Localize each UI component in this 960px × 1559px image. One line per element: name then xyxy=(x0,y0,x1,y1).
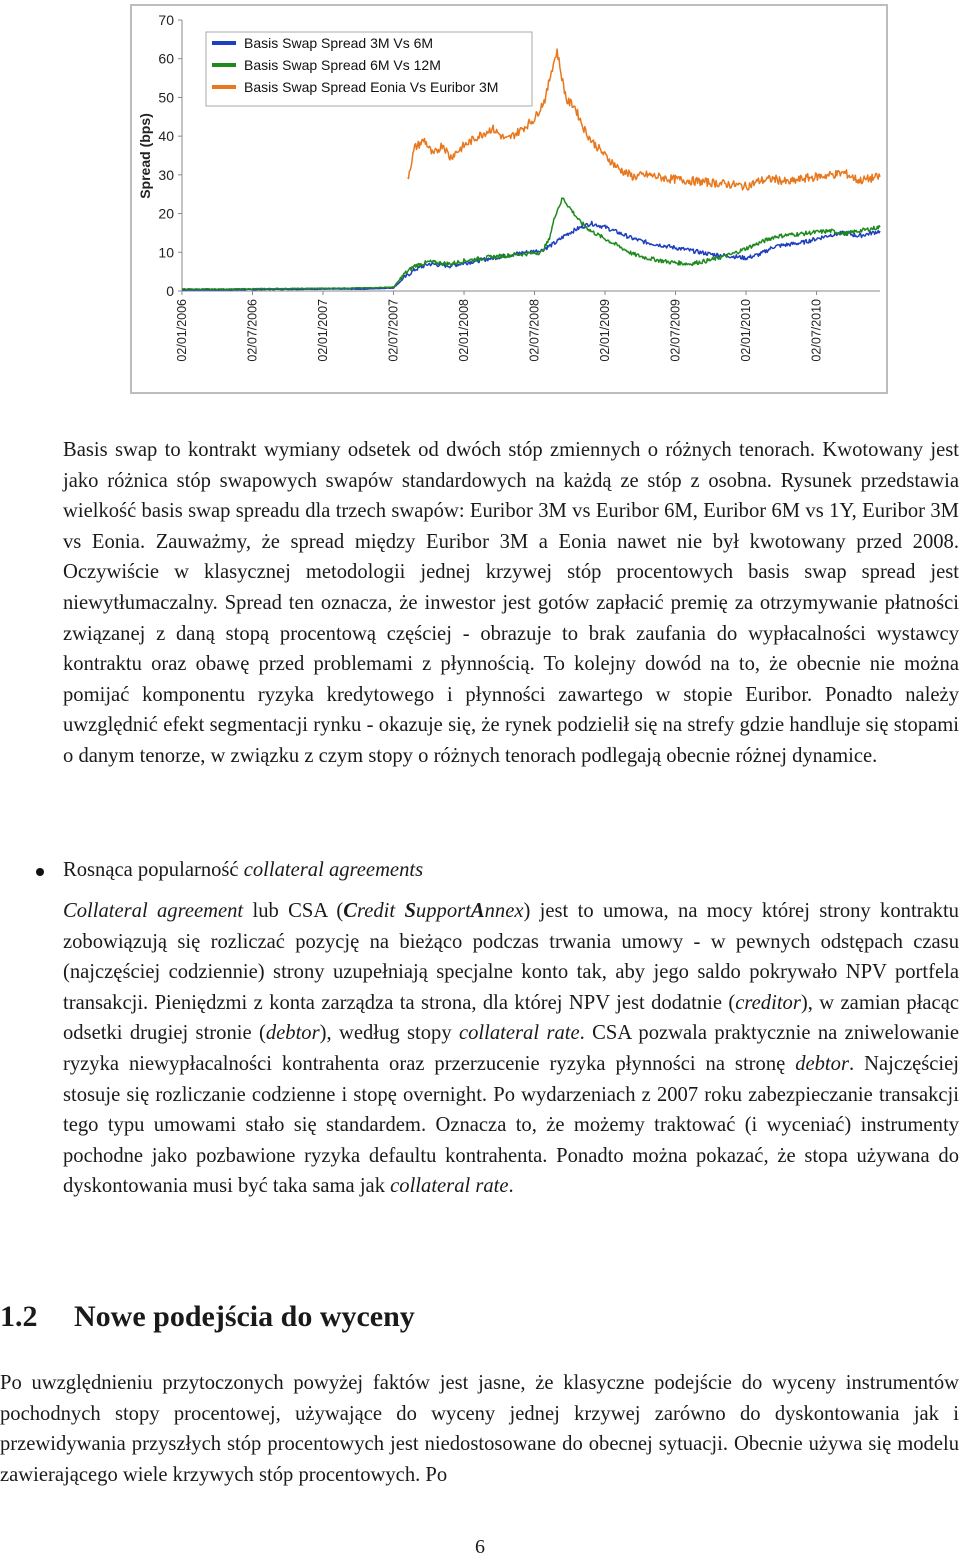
csa-text: ), w zamian płacąc odsetki drugiej stronie ( xyxy=(63,991,959,1045)
y-tick-label: 50 xyxy=(158,89,174,106)
x-tick-label: 02/01/2009 xyxy=(598,299,613,362)
x-tick-label: 02/07/2006 xyxy=(245,299,260,362)
y-tick-label: 40 xyxy=(158,128,174,145)
section-number: 1.2 xyxy=(0,1300,38,1333)
bullet-text-italic: collateral agreements xyxy=(243,859,424,881)
section-heading xyxy=(0,1300,415,1334)
x-tick-label: 02/01/2010 xyxy=(739,299,754,362)
csa-annex xyxy=(471,900,524,922)
chart-svg xyxy=(132,6,886,392)
x-tick-label: 02/01/2008 xyxy=(457,299,472,362)
paragraph-basis-swap: Basis swap to kontrakt wymiany odsetek od dwóch stóp zmiennych o różnych tenorach. Kwotowany jest jako różnica stóp swapowych swapów standardowych na każdą ze stóp z osobna. Rysunek przedstawia wielkość basis swap spreadu dla trzech swapów: Euribor 3M vs Euribor 6M, Euribor 6M vs 1Y, Euribor 3M vs Eonia. Zauważmy, że spread między Euribor 3M a Eonia nawet nie był kwotowany przed 2008. Oczywiście w klasycznej metodologii jednej krzywej stóp procentowych basis swap spread jest niewytłumaczalny. Spread ten oznacza, że inwestor jest gotów zapłacić premię za otrzymywanie płatności związanej z daną stopą procentową częściej - obrazuje to brak zaufania do wypłacalności wystawcy kontraktu oraz obawę przed problemami z płynnością. To kolejny dowód na to, że obecnie nie można pomijać komponentu ryzyka kredytowego i płynności zawartego w stopie Euribor. Ponadto należy uwzględnić efekt segmentacji rynku - okazuje się, że rynek podzielił się na strefy gdzie handluje się stopami o danym tenorze, w związku z czym stopy o różnych tenorach podlegają obecnie różnej dynamice. xyxy=(63,439,959,767)
csa-letter-c: C xyxy=(343,900,357,922)
csa-collateral-rate: collateral rate xyxy=(459,1022,580,1045)
y-tick-label: 30 xyxy=(158,166,174,183)
y-tick-label: 20 xyxy=(158,205,174,222)
csa-collateral-rate: collateral rate xyxy=(390,1175,509,1198)
bullet-icon xyxy=(36,868,44,876)
x-tick-label: 02/07/2008 xyxy=(527,299,542,362)
csa-text: ) jest to umowa, na mocy której strony kontraktu zobowiązują się rozliczać pozycję na bieżąco podczas trwania umowy - w pewnych odstępach czasu (najczęściej codziennie) strony uzupełniają specjalne konto tak, aby jego saldo pokrywało NPV portfela transakcji. Pieniędzmi z konta zarządza ta strona, dla której NPV jest dodatnie ( xyxy=(63,900,959,1014)
page-number: 6 xyxy=(475,1536,485,1558)
csa-creditor: creditor xyxy=(735,991,801,1014)
x-tick-label: 02/07/2007 xyxy=(386,299,401,362)
bullet-text xyxy=(63,855,423,885)
section-title: Nowe podejścia do wyceny xyxy=(74,1300,415,1333)
csa-text: lub CSA ( xyxy=(243,900,344,922)
csa-letter-s: S xyxy=(404,900,416,922)
csa-text: ), według stopy xyxy=(319,1022,459,1045)
x-tick-label: 02/01/2007 xyxy=(316,299,331,362)
legend-entry-3: Basis Swap Spread Eonia Vs Euribor 3M xyxy=(244,79,499,95)
y-axis xyxy=(158,12,182,299)
x-axis xyxy=(175,291,880,362)
csa-annex-rest: nnex xyxy=(484,900,524,922)
x-tick-label: 02/07/2009 xyxy=(668,299,683,362)
y-tick-label: 0 xyxy=(166,283,174,299)
legend-entry-1: Basis Swap Spread 3M Vs 6M xyxy=(244,35,434,51)
bullet-text-plain: Rosnąca popularność xyxy=(63,859,244,881)
series-line-2 xyxy=(182,198,880,289)
series-line-1 xyxy=(182,221,880,290)
y-tick-label: 10 xyxy=(158,244,174,261)
csa-text: . Najczęściej stosuje się rozliczanie codzienne i stopę overnight. Po wydarzeniach z 2007 roku zabezpieczanie transakcji tego typu umowami stało się standardem. Oznacza to, że możemy traktować (i wyceniać) instrumenty pochodne jako pozbawione ryzyka defaultu kontrahenta. Ponadto można pokazać, że stopa używana do dyskontowania musi być taka sama jak xyxy=(63,1052,959,1198)
chart-legend xyxy=(206,32,532,106)
csa-support-rest: upport xyxy=(415,900,471,922)
csa-credit-rest: redit xyxy=(356,900,396,922)
x-tick-label: 02/01/2006 xyxy=(175,299,189,362)
paragraph-new-approaches: Po uwzględnieniu przytoczonych powyżej faktów jest jasne, że klasyczne podejście do wyceny instrumentów pochodnych stopy procentowej, używające do wyceny jednej krzywej zarówno do dyskontowania jak i przewidywania przyszłych stóp procentowych jest niedostosowane do obecnej sytuacji. Obecnie używa się modelu zawierającego wiele krzywych stóp procentowych. Po xyxy=(0,1372,959,1486)
spread-chart xyxy=(130,4,888,394)
y-tick-label: 70 xyxy=(158,12,174,28)
csa-term: Collateral agreement xyxy=(63,900,244,922)
y-tick-label: 60 xyxy=(158,50,174,67)
y-axis-label: Spread (bps) xyxy=(137,113,153,199)
legend-entry-2: Basis Swap Spread 6M Vs 12M xyxy=(244,57,441,73)
csa-support xyxy=(404,900,470,922)
csa-letter-a: A xyxy=(470,900,485,922)
csa-debtor: debtor xyxy=(265,1022,320,1045)
csa-credit xyxy=(343,900,395,922)
csa-text: . CSA pozwala praktycznie na zniwelowanie ryzyka niewypłacalności kontrahenta oraz przerzucenie ryzyka płynności na stronę xyxy=(63,1022,959,1075)
x-tick-label: 02/07/2010 xyxy=(809,299,824,362)
paragraph-csa xyxy=(63,896,959,1202)
csa-text: . xyxy=(508,1175,514,1198)
csa-debtor: debtor xyxy=(795,1052,849,1075)
